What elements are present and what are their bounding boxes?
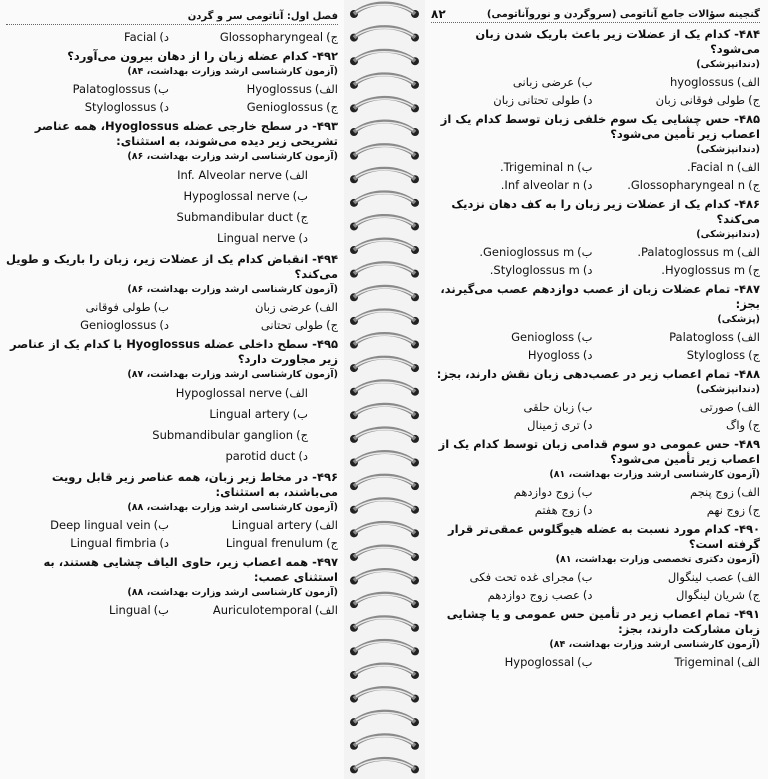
answer-option — [175, 602, 338, 619]
answer-option — [6, 99, 169, 116]
option-letter: الف) — [736, 245, 760, 259]
question — [6, 49, 338, 116]
answer-option — [175, 299, 338, 316]
question-stem: انقباض کدام یک از عضلات زیر، زبان را باریک و طویل می‌کند؟ — [6, 252, 338, 281]
option-letter: ب) — [292, 407, 308, 421]
question — [431, 522, 760, 604]
answer-option — [599, 329, 761, 346]
question-source: (دندانپزشکی) — [696, 229, 760, 240]
answer-option — [6, 81, 169, 98]
answer-option — [599, 177, 761, 194]
question — [431, 367, 760, 434]
option-text: Facial n. — [686, 160, 734, 174]
option-text: طولی فوقانی — [85, 300, 151, 314]
option: د)Facial — [124, 30, 169, 44]
option-letter: الف) — [736, 485, 760, 499]
option-text: Hypoglossal nerve — [175, 386, 282, 400]
option-text: زبان حلقی — [523, 400, 575, 414]
answer-option — [431, 244, 593, 261]
option-text: Auriculotemporal — [212, 603, 312, 617]
option-text: Genioglossus m. — [479, 245, 575, 259]
option-letter: د) — [582, 503, 593, 517]
question-stem: تمام عضلات زبان از عصب دوازدهم عصب می‌گیرند، بجز: — [440, 282, 760, 311]
answer-option — [431, 569, 593, 586]
option-letter: ب) — [577, 245, 593, 259]
answer-option — [599, 502, 761, 519]
option-letter: الف) — [314, 603, 338, 617]
option-text: Hyoglossus — [246, 82, 312, 96]
answer-options — [6, 81, 338, 116]
option-letter: الف) — [314, 518, 338, 532]
question-text: ۴۸۵- حس چشایی یک سوم خلفی زبان توسط کدام یک از اعصاب زیر تأمین می‌شود؟ — [440, 112, 760, 141]
right-question-list — [431, 27, 760, 671]
answer-option — [431, 159, 593, 176]
option-text: Lingual artery — [209, 407, 290, 421]
option-text: Lingual nerve — [217, 231, 296, 245]
spiral-binding — [344, 0, 425, 779]
question — [6, 119, 338, 249]
question-number: ۴۸۶ — [738, 197, 760, 211]
right-page-header — [431, 6, 760, 23]
option-letter: ب) — [577, 330, 593, 344]
option-letter: د) — [159, 318, 169, 332]
answer-option — [6, 299, 169, 316]
answer-option — [599, 654, 761, 671]
left-page-header — [6, 8, 338, 25]
question-text: ۴۹۵- سطح داخلی عضله Hyoglossus با کدام یک از عناصر زیر مجاورت دارد؟ — [10, 337, 338, 366]
question-number: ۴۹۲ — [316, 49, 338, 63]
option-letter: ب) — [577, 160, 593, 174]
answer-option — [431, 484, 593, 501]
option-letter: الف) — [736, 330, 760, 344]
option-letter: د) — [298, 449, 308, 463]
option-text: تری ژمینال — [527, 418, 580, 432]
left-page — [0, 0, 344, 779]
question-number: ۴۹۵ — [316, 337, 338, 351]
option-text: Inf alveolar n. — [500, 178, 580, 192]
option: ج)Glossopharyngeal — [219, 30, 338, 44]
question-source: (آزمون دکتری تخصصی وزارت بهداشت، ۸۱) — [555, 554, 760, 565]
answer-options — [431, 569, 760, 604]
question-text: ۴۹۶- در مخاط زیر زبان، همه عناصر زیر قابل رویت می‌باشند، به استثنای: — [51, 470, 338, 499]
question — [6, 252, 338, 334]
question-stem: کدام مورد نسبت به عضله هیوگلوس عمقی‌تر قرار گرفته است؟ — [448, 522, 760, 551]
option-letter: ج) — [326, 100, 338, 114]
answer-option — [6, 404, 338, 425]
answer-options — [431, 399, 760, 434]
option-letter: الف) — [736, 570, 760, 584]
option-letter: ب) — [153, 300, 169, 314]
option-text: Submandibular duct — [176, 210, 294, 224]
page-number: ۸۲ — [431, 7, 446, 21]
answer-option — [431, 399, 593, 416]
option-letter: ج) — [326, 318, 338, 332]
option-letter: الف) — [736, 75, 760, 89]
question-number: ۴۹۴ — [316, 252, 338, 266]
answer-options — [431, 74, 760, 109]
option-text: Hyoglossus m. — [661, 263, 746, 277]
option-text: زوج هفتم — [534, 503, 580, 517]
option-letter: الف) — [736, 160, 760, 174]
option-text: زوج پنجم — [689, 485, 734, 499]
question-stem: حس چشایی یک سوم خلفی زبان توسط کدام یک از اعصاب زیر تأمین می‌شود؟ — [440, 112, 760, 141]
answer-options — [431, 484, 760, 519]
option-text: عرضی زبانی — [512, 75, 575, 89]
option-letter: ج) — [748, 503, 760, 517]
option-text: Styloglossus m. — [489, 263, 580, 277]
option-text: طولی فوقانی زبان — [655, 93, 746, 107]
question-text: ۴۹۰- کدام مورد نسبت به عضله هیوگلوس عمقی‌تر قرار گرفته است؟ — [448, 522, 760, 551]
question-stem: کدام عضله زبان را از دهان بیرون می‌آورد؟ — [67, 49, 309, 63]
option-text: مجرای غده تحت فکی — [469, 570, 575, 584]
answer-option — [6, 383, 338, 404]
question-source: (آزمون کارشناسی ارشد وزارت بهداشت، ۸۴) — [127, 66, 338, 77]
answer-option — [599, 587, 761, 604]
question — [6, 555, 338, 619]
answer-option — [431, 502, 593, 519]
option-text: زوج نهم — [706, 503, 746, 517]
option-text: Inf. Alveolar nerve — [177, 168, 282, 182]
question-text: ۴۸۸- تمام اعصاب زیر در عصب‌دهی زبان نقش دارند، بجز: — [436, 367, 760, 381]
option-letter: د) — [582, 93, 593, 107]
question-text: ۴۹۱- تمام اعصاب زیر در تأمین حس عمومی و یا چشایی زبان مشارکت دارند، بجز: — [446, 607, 760, 636]
option-text: Genioglossus — [246, 100, 324, 114]
option-letter: الف) — [314, 82, 338, 96]
answer-option — [431, 587, 593, 604]
question-number: ۴۸۴ — [738, 27, 760, 41]
chapter-title: فصل اول: آناتومی سر و گردن — [187, 10, 338, 22]
answer-option — [599, 159, 761, 176]
question-text: ۴۹۴- انقباض کدام یک از عضلات زیر، زبان را باریک و طویل می‌کند؟ — [6, 252, 338, 281]
answer-options — [431, 159, 760, 194]
answer-option — [431, 177, 593, 194]
option-letter: د) — [582, 178, 593, 192]
option-text: عصب زوج دوازدهم — [487, 588, 580, 602]
option-text: Lingual fimbria — [70, 536, 157, 550]
option-text: شریان لینگوال — [676, 588, 746, 602]
option-text: عرضی زبان — [254, 300, 312, 314]
option-text: Palatoglossus — [72, 82, 151, 96]
option-text: طولی تحتانی زبان — [493, 93, 580, 107]
question-stem: سطح داخلی عضله Hyoglossus با کدام یک از عناصر زیر مجاورت دارد؟ — [10, 337, 338, 366]
answer-option — [599, 244, 761, 261]
question-stem: کدام یک از عضلات زیر زبان را به کف دهان نزدیک می‌کند؟ — [451, 197, 760, 226]
answer-option — [599, 569, 761, 586]
option-letter: د) — [298, 231, 308, 245]
option-letter: د) — [582, 418, 593, 432]
option-letter: ب) — [153, 603, 169, 617]
option-text: زوج دوازدهم — [513, 485, 575, 499]
question-text: ۴۸۷- تمام عضلات زبان از عصب دوازدهم عصب می‌گیرند، بجز: — [440, 282, 760, 311]
question-source: (آزمون کارشناسی ارشد وزارت بهداشت، ۸۴) — [549, 639, 760, 650]
answer-options — [6, 602, 338, 619]
option-text: Trigeminal — [674, 655, 734, 669]
question-source: (پزشکی) — [717, 314, 760, 325]
answer-option — [6, 517, 169, 534]
question-stem: در مخاط زیر زبان، همه عناصر زیر قابل رویت می‌باشند، به استثنای: — [51, 470, 338, 499]
option-letter: ج) — [296, 428, 308, 442]
question — [6, 337, 338, 467]
option-text: صورتی — [699, 400, 734, 414]
question — [6, 470, 338, 552]
option-letter: ب) — [153, 82, 169, 96]
question-stem: حس عمومی دو سوم قدامی زبان توسط کدام یک از اعصاب زیر تأمین می‌شود؟ — [438, 437, 760, 466]
question — [431, 607, 760, 671]
answer-options — [431, 244, 760, 279]
question-text: ۴۸۴- کدام یک از عضلات زیر باعث باریک شدن زبان می‌شود؟ — [475, 27, 760, 56]
question-number: ۴۸۹ — [738, 437, 760, 451]
answer-option — [431, 262, 593, 279]
option-text: Palatoglossus m. — [637, 245, 734, 259]
option-letter: ج) — [748, 348, 760, 362]
answer-option — [599, 74, 761, 91]
question-stem: تمام اعصاب زیر در تأمین حس عمومی و یا چشایی زبان مشارکت دارند، بجز: — [446, 607, 760, 636]
question-source: (آزمون کارشناسی ارشد وزارت بهداشت، ۸۶) — [127, 284, 338, 295]
question-source: (آزمون کارشناسی ارشد وزارت بهداشت، ۸۷) — [127, 369, 338, 380]
answer-option — [6, 165, 338, 186]
option-letter: ج) — [748, 588, 760, 602]
question-text: ۴۹۷- همه اعصاب زیر، حاوی الیاف چشایی هستند، به استثنای عصب: — [43, 555, 338, 584]
answer-option — [599, 399, 761, 416]
answer-option — [6, 186, 338, 207]
answer-option — [175, 81, 338, 98]
answer-option — [599, 417, 761, 434]
answer-option — [599, 92, 761, 109]
answer-option — [431, 329, 593, 346]
option-letter: ب) — [577, 485, 593, 499]
answer-options — [431, 329, 760, 364]
option-letter: د) — [582, 588, 593, 602]
option-text: Styloglossus — [84, 100, 157, 114]
answer-option — [599, 484, 761, 501]
option-text: واگ — [726, 418, 746, 432]
book-title: گنجینه سؤالات جامع آناتومی (سروگردن و نوروآناتومی) — [486, 8, 760, 20]
option-letter: د) — [159, 536, 169, 550]
option-letter: ج) — [748, 178, 760, 192]
question-text: ۴۸۶- کدام یک از عضلات زیر زبان را به کف دهان نزدیک می‌کند؟ — [451, 197, 760, 226]
question-text: ۴۹۲- کدام عضله زبان را از دهان بیرون می‌آورد؟ — [67, 49, 338, 63]
left-question-list — [6, 49, 338, 619]
question-number: ۴۸۸ — [738, 367, 760, 381]
option-text: Geniogloss — [511, 330, 575, 344]
carried-over-options — [6, 29, 338, 46]
option-letter: الف) — [736, 400, 760, 414]
question-number: ۴۹۳ — [316, 119, 338, 133]
question-source: (دندانپزشکی) — [696, 59, 760, 70]
right-page — [425, 0, 768, 779]
option-text: Hypoglossal nerve — [183, 189, 290, 203]
question-text: ۴۹۳- در سطح خارجی عضله Hyoglossus، همه عناصر تشریحی زیر دیده می‌شوند، به استثنای: — [34, 119, 338, 148]
option-letter: ج) — [296, 210, 308, 224]
question-source: (آزمون کارشناسی ارشد وزارت بهداشت، ۸۸) — [127, 587, 338, 598]
question-number: ۴۸۷ — [738, 282, 760, 296]
answer-option — [431, 74, 593, 91]
answer-option — [6, 207, 338, 228]
question — [431, 197, 760, 279]
option-text: Lingual artery — [231, 518, 312, 532]
option-text: Trigeminal n. — [500, 160, 575, 174]
answer-options — [6, 383, 338, 467]
option-text: hyoglossus — [669, 75, 734, 89]
option-text: Palatogloss — [669, 330, 734, 344]
answer-options — [6, 165, 338, 249]
question-stem: تمام اعصاب زیر در عصب‌دهی زبان نقش دارند، بجز: — [436, 367, 731, 381]
option-letter: ج) — [326, 536, 338, 550]
option-text: طولی تحتانی — [260, 318, 324, 332]
answer-option — [6, 602, 169, 619]
option-text: Lingual — [108, 603, 151, 617]
question-source: (آزمون کارشناسی ارشد وزارت بهداشت، ۸۱) — [549, 469, 760, 480]
option-text: Genioglossus — [80, 318, 157, 332]
question-number: ۴۹۷ — [316, 555, 338, 569]
option-text: عصب لینگوال — [667, 570, 734, 584]
option-letter: الف) — [314, 300, 338, 314]
answer-option — [6, 228, 338, 249]
option-letter: ج) — [748, 93, 760, 107]
answer-options — [6, 299, 338, 334]
option-letter: ب) — [577, 75, 593, 89]
option-text: parotid duct — [225, 449, 296, 463]
question-number: ۴۸۵ — [738, 112, 760, 126]
question-stem: کدام یک از عضلات زیر باعث باریک شدن زبان می‌شود؟ — [475, 27, 760, 56]
option-letter: د) — [582, 348, 593, 362]
question — [431, 282, 760, 364]
option-letter: د) — [159, 100, 169, 114]
option-letter: ب) — [577, 655, 593, 669]
answer-option — [431, 654, 593, 671]
question-number: ۴۹۱ — [738, 607, 760, 621]
answer-option — [431, 347, 593, 364]
answer-options — [431, 654, 760, 671]
option-letter: ب) — [292, 189, 308, 203]
option-letter: ب) — [577, 570, 593, 584]
answer-option — [431, 92, 593, 109]
option-letter: الف) — [284, 168, 308, 182]
question-source: (آزمون کارشناسی ارشد وزارت بهداشت، ۸۶) — [127, 151, 338, 162]
question-stem: همه اعصاب زیر، حاوی الیاف چشایی هستند، به استثنای عصب: — [43, 555, 338, 584]
option-letter: الف) — [284, 386, 308, 400]
question-number: ۴۹۰ — [738, 522, 760, 536]
option-letter: ج) — [748, 418, 760, 432]
answer-option — [175, 99, 338, 116]
answer-option — [175, 517, 338, 534]
option-letter: د) — [582, 263, 593, 277]
option-letter: ج) — [748, 263, 760, 277]
option-text: Hyogloss — [527, 348, 580, 362]
option-text: Glossopharyngeal n. — [627, 178, 746, 192]
option-text: Hypoglossal — [504, 655, 575, 669]
answer-options — [6, 517, 338, 552]
answer-option — [599, 347, 761, 364]
option-text: Submandibular ganglion — [152, 428, 294, 442]
question — [431, 112, 760, 194]
answer-option — [6, 317, 169, 334]
answer-option — [6, 446, 338, 467]
answer-option — [6, 425, 338, 446]
option-text: Deep lingual vein — [50, 518, 151, 532]
answer-option — [599, 262, 761, 279]
option-letter: الف) — [736, 655, 760, 669]
question — [431, 27, 760, 109]
answer-option — [431, 417, 593, 434]
question-source: (آزمون کارشناسی ارشد وزارت بهداشت، ۸۸) — [127, 502, 338, 513]
answer-option — [6, 535, 169, 552]
option-text: Lingual frenulum — [225, 536, 324, 550]
question-source: (دندانپزشکی) — [696, 384, 760, 395]
answer-option — [175, 535, 338, 552]
option-text: Stylogloss — [686, 348, 746, 362]
option-letter: ب) — [577, 400, 593, 414]
question-text: ۴۸۹- حس عمومی دو سوم قدامی زبان توسط کدام یک از اعصاب زیر تأمین می‌شود؟ — [438, 437, 760, 466]
option-letter: ب) — [153, 518, 169, 532]
question — [431, 437, 760, 519]
answer-option — [175, 317, 338, 334]
question-number: ۴۹۶ — [316, 470, 338, 484]
question-stem: در سطح خارجی عضله Hyoglossus، همه عناصر تشریحی زیر دیده می‌شوند، به استثنای: — [34, 119, 338, 148]
question-source: (دندانپزشکی) — [696, 144, 760, 155]
